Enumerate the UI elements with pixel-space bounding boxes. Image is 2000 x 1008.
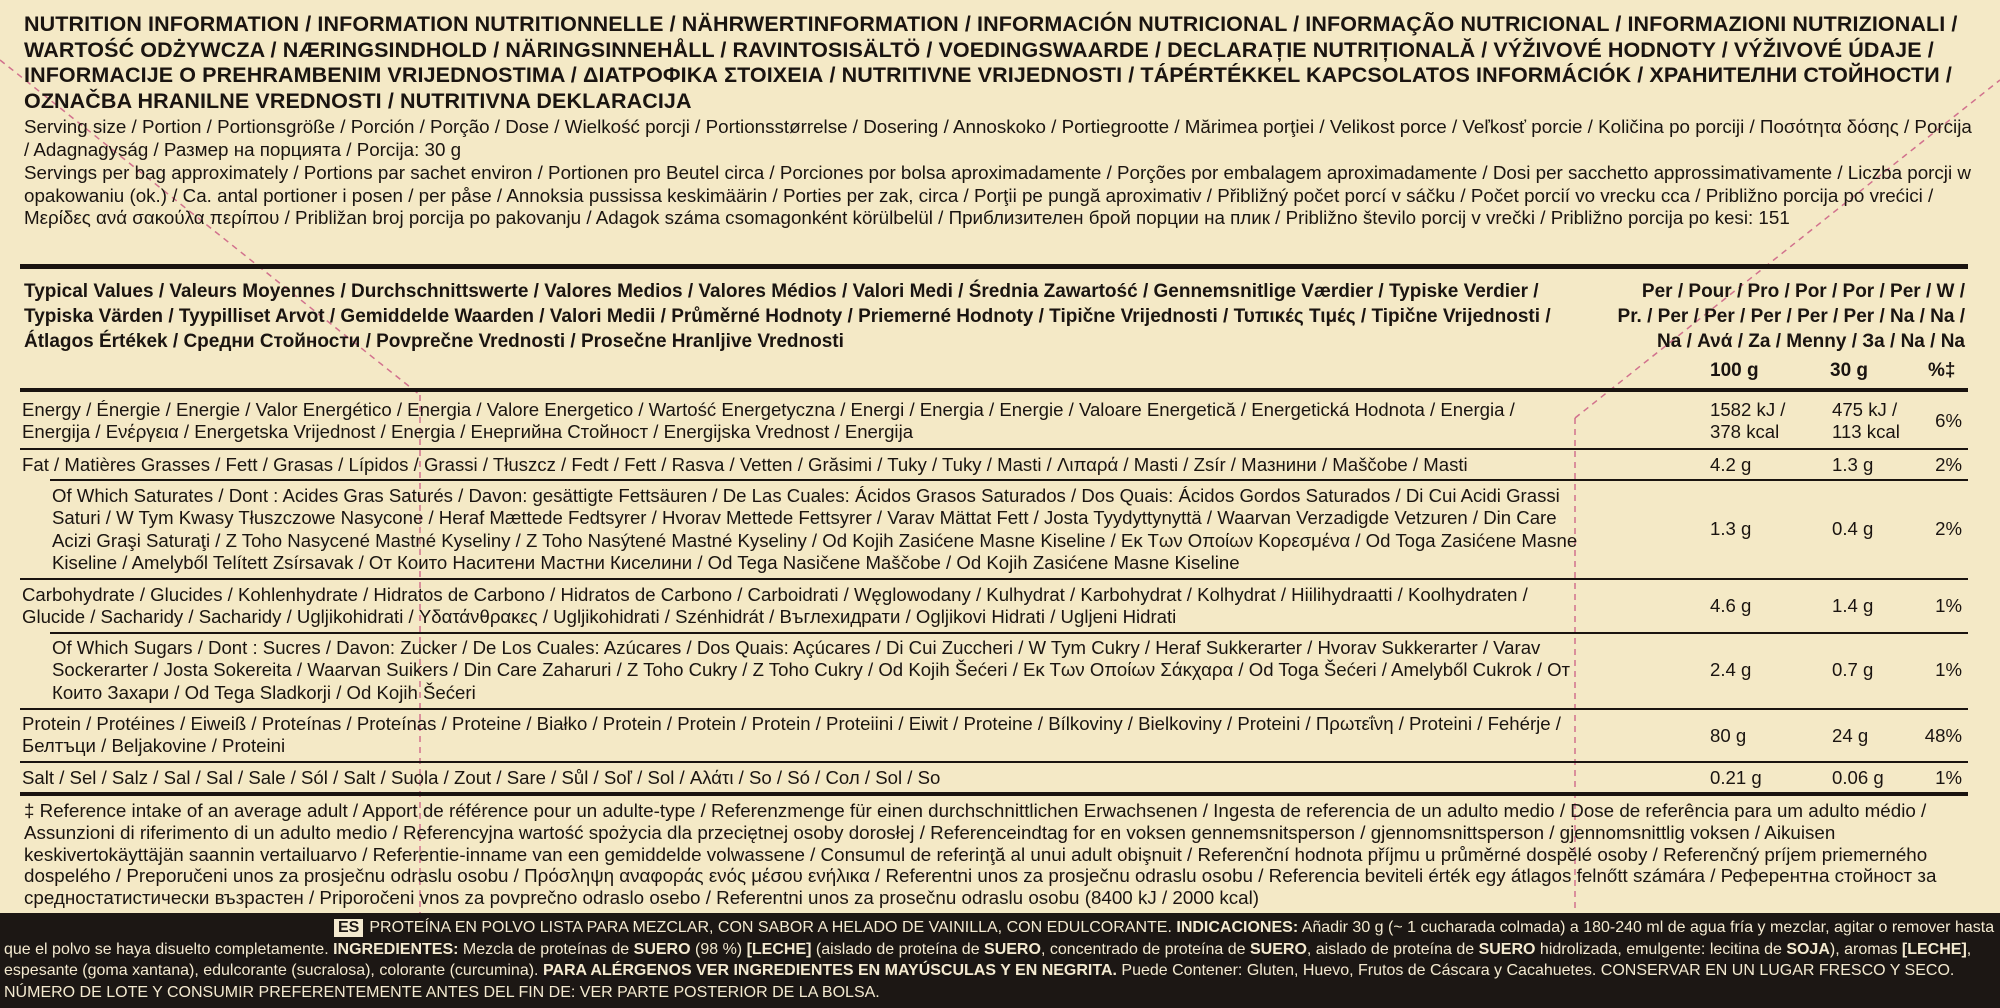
ingredients-text: , aislado de proteína de bbox=[1306, 940, 1479, 958]
column-header-30g: 30 g bbox=[1830, 360, 1869, 381]
table-row-saturates bbox=[20, 485, 1968, 575]
row-label: Of Which Sugars / Dont : Sucres / Davon: Zucker / De Los Cuales: Azúcares / Dos Quais: Açúcares / Di Cui Zuccheri / W Tym Cukry / Heraf Sukkerarter / Hvorav Sukkerarter / Varav Sockerarter / Josta Sokereita / Waarvan Suikers / Din Care Zaharuri / Z Toho Cukry / Z Toho Cukry / Od Kojih Šećeri / Εκ Των Οποίων Σάκχαρα / Od Toga Šećeri / Amelyből Cukrok / От Които Захари / Od Tega Sladkorji / Od Kojih Šećeri bbox=[52, 637, 1571, 703]
column-header-100g: 100 g bbox=[1710, 360, 1759, 381]
per-header-line-2: Pr. / Per / Per / Per / Per / Per / Na / Na / bbox=[1617, 306, 1965, 327]
storage-text: Puede Contener: Gluten, Huevo, Frutos de Cáscara y Cacahuetes. CONSERVAR EN UN LUGAR FRESCO Y SECO. NÚMERO DE LOTE Y CONSUMIR PREFERENTEMENTE ANTES DEL FIN DE: VER PARTE POSTERIOR DE LA BOLSA. bbox=[4, 962, 1955, 1001]
allergen-text: [LECHE] bbox=[1901, 940, 1967, 958]
row-value-ri: 2% bbox=[1935, 454, 1962, 475]
ingredients-text: ), aromas bbox=[1829, 940, 1902, 958]
header-bottom-rule bbox=[20, 388, 1968, 392]
table-row-energy bbox=[20, 399, 1968, 445]
row-divider bbox=[20, 708, 1968, 710]
row-value-ri: 6% bbox=[1935, 410, 1962, 431]
row-label: Fat / Matières Grasses / Fett / Grasas / Lípidos / Grassi / Tłuszcz / Fedt / Fett / Rasva / Vetten / Grăsimi / Tuky / Tuky / Masti / Λιπαρά / Masti / Zsír / Мазнини / Maščobe / Masti bbox=[22, 454, 1468, 475]
row-value-30g: 1.4 g bbox=[1832, 595, 1874, 616]
ingredients-label: INGREDIENTES: bbox=[333, 940, 459, 958]
table-row-salt bbox=[20, 767, 1968, 789]
row-value-100g: 2.4 g bbox=[1710, 659, 1752, 680]
row-value-ri: 2% bbox=[1935, 518, 1962, 539]
allergen-notice: PARA ALÉRGENOS VER INGREDIENTES EN MAYÚSCULAS Y EN NEGRITA. bbox=[542, 962, 1117, 979]
per-header bbox=[1600, 279, 1965, 354]
product-description: PROTEÍNA EN POLVO LISTA PARA MEZCLAR, CON SABOR A HELADO DE VAINILLA, CON EDULCORANTE. bbox=[369, 919, 1177, 936]
table-bottom-rule bbox=[20, 792, 1968, 796]
spanish-label-band bbox=[0, 913, 2000, 1008]
table-row-fat bbox=[20, 454, 1968, 476]
language-badge: ES bbox=[334, 919, 363, 937]
row-value-ri: 1% bbox=[1935, 659, 1962, 680]
row-label: Salt / Sel / Salz / Sal / Sal / Sale / Sól / Salt / Suola / Zout / Sare / Sůl / Soľ / Sol / Αλάτι / So / Só / Сол / Sol / So bbox=[22, 767, 941, 788]
row-value-100g: 1582 kJ / 378 kcal bbox=[1710, 399, 1786, 443]
row-label: Protein / Protéines / Eiweiß / Proteínas / Proteínas / Proteine / Białko / Protein / Protein / Protein / Proteiini / Eiwit / Proteine / Bílkoviny / Bielkoviny / Proteini / Πρωτεΐνη / Proteini / Fehérje / Белтъци / Beljakovine / Proteini bbox=[22, 713, 1561, 757]
row-label: Of Which Saturates / Dont : Acides Gras Saturés / Davon: gesättigte Fettsäuren / De Las Cuales: Ácidos Grasos Saturados / Dos Quais: Ácidos Gordos Saturados / Di Cui Acidi Grassi Saturi / W Tym Kwasy Tłuszczowe Nasycone / Heraf Mættede Fedtsyrer / Hvorav Mettede Fettsyrer / Varav Mättat Fett / Josta Tyydyttynyttä / Waarvan Verzadigde Vetzuren / Din Care Acizi Graşi Saturaţi / Z Toho Nasycené Mastné Kyseliny / Z Toho Nasýtené Mastné Kyseliny / Od Kojih Zasićene Masne Kiseline / Εκ Των Οποίων Κορεσμένα / Od Toga Zasićene Masne Kiseline / Amelyből Telített Zsírsavak / От Които Наситени Мастни Киселини / Od Tega Nasičene Maščobe / Od Kojih Zasićene Masne Kiseline bbox=[52, 485, 1578, 574]
ingredients-text: (98 %) bbox=[690, 940, 747, 958]
table-row-carbohydrate bbox=[20, 584, 1968, 630]
servings-per-bag-text: Servings per bag approximately / Portions par sachet environ / Portionen pro Beutel circa / Porciones por bolsa aproximadamente / Porções por embalagem aproximadamente / Dosi per sacchetto approssimativamente / Liczba porcji w opakowaniu (ok.) / Ca. antal portioner i posen / per påse / Annoksia pussissa keskimäärin / Porties per zak, circa / Porţii pe pungă aproximativ / Přibližný počet porcí v sáčku / Počet porcií vo vrecku cca / Približno porcija po vrećici / Μερίδες ανά σακούλα περίπου / Približan broj porcija po pakovanju / Adagok száma csomagonként körülbelül / Приблизителен брой порции на плик / Približno število porcij v vrečki / Približno porcija po kesi: 151 bbox=[24, 162, 1971, 228]
row-value-100g: 4.2 g bbox=[1710, 454, 1752, 475]
row-value-30g: 0.4 g bbox=[1832, 518, 1874, 539]
table-top-rule bbox=[20, 264, 1968, 269]
row-label: Carbohydrate / Glucides / Kohlenhydrate / Hidratos de Carbono / Hidratos de Carbono / Carboidrati / Węglowodany / Kulhydrat / Karbohydrat / Kolhydrat / Hiilihydraatti / Koolhydraten / Glucide / Sacharidy / Sacharidy / Ugljikohidrati / Υδατάνθρακες / Ugljikohidrati / Szénhidrát / Въглехидрати / Ogljikovi Hidrati / Ugljeni Hidrati bbox=[22, 584, 1528, 628]
row-value-100g: 0.21 g bbox=[1710, 767, 1762, 788]
row-value-100g: 1.3 g bbox=[1710, 518, 1752, 539]
allergen-text: SOJA bbox=[1786, 940, 1830, 958]
row-value-30g: 0.7 g bbox=[1832, 659, 1874, 680]
row-divider bbox=[50, 479, 1968, 481]
table-row-sugars bbox=[20, 637, 1968, 705]
nutrition-heading: NUTRITION INFORMATION / INFORMATION NUTRITIONNELLE / NÄHRWERTINFORMATION / INFORMACIÓN NUTRICIONAL / INFORMAÇÃO NUTRICIONAL / INFORMAZIONI NUTRIZIONALI / WARTOŚĆ ODŻYWCZA / NÆRINGSINDHOLD / NÄRINGSINNEHÅLL / RAVINTOSISÄLTÖ / VOEDINGSWAARDE / DECLARAȚIE NUTRIȚIONALĂ / VÝŽIVOVÉ HODNOTY / VÝŽIVOVÉ ÚDAJE / INFORMACIJE O PREHRAMBENIM VRIJEDNOSTIMA / ΔΙΑΤΡΟΦΙΚΑ ΣΤΟΙΧΕΙΑ / NUTRITIVNE VRIJEDNOSTI / TÁPÉRTÉKKEL KAPCSOLATOS INFORMÁCIÓK / ХРАНИТЕЛНИ СТОЙНОСТИ / OZNAČBA HRANILNE VREDNOSTI / NUTRITIVNA DEKLARACIJA bbox=[24, 12, 1958, 113]
spanish-label-text bbox=[4, 917, 1996, 1003]
row-divider bbox=[20, 448, 1968, 450]
row-divider bbox=[20, 761, 1968, 763]
row-value-30g: 0.06 g bbox=[1832, 767, 1884, 788]
row-value-30g: 475 kJ / 113 kcal bbox=[1832, 399, 1900, 443]
ingredients-text: , concentrado de proteína de bbox=[1040, 940, 1250, 958]
serving-size-text: Serving size / Portion / Portionsgröße / Porción / Porção / Dose / Wielkość porcji / Portionsstørrelse / Dosering / Annoskoko / Portiegrootte / Mărimea porţiei / Velikost porce / Veľkosť porcie / Količina po porciji / Ποσότητα δόσης / Porcija / Adagnagyság / Размер на порцията / Porcija: 30 g bbox=[24, 116, 1972, 160]
reference-intake-footnote: ‡ Reference intake of an average adult / Apport de référence pour un adulte-type / Referenzmenge für einen durchschnittlichen Erwachsenen / Ingesta de referencia de un adulto medio / Dose de referência para um adulto médio / Assunzioni di riferimento di un adulto medio / Referencyjna wartość spożycia dla przeciętnej osoby dorosłej / Referenceindtag for en voksen gennemsnitsperson / gjennomsnittsperson / gjennomsnittlig voksen / Aikuisen keskivertokäyttäjän saannin vertailuarvo / Referentie-inname van een gemiddelde volwassene / Consumul de referinţă al unui adult obişnuit / Referenční hodnota příjmu u průměrné dospělé osoby / Referenčný príjem priemerného dospelého / Preporučeni unos za prosječnu odraslu osobu / Πρόσληψη αναφοράς ενός μέσου ενήλικα / Referentni unos za prosječnu odraslu osobu / Referencia beviteli érték egy átlagos felnőtt számára / Референтна стойност за средностатистически възрастен / Priporočeni vnos za povprečno odraslo osebo / Referentni unos za prosečnu odraslu osobu (8400 kJ / 2000 kcal) bbox=[24, 800, 1937, 909]
allergen-text: SUERO bbox=[1249, 940, 1307, 958]
row-value-ri: 1% bbox=[1935, 595, 1962, 616]
row-label: Energy / Énergie / Energie / Valor Energético / Energia / Valore Energetico / Wartość Energetyczna / Energi / Energia / Energie / Valoare Energetică / Energetická Hodnota / Energia / Energija / Ενέργεια / Energetska Vrijednost / Energia / Енергийна Стойност / Energijska Vrednost / Energija bbox=[22, 399, 1515, 443]
ingredients-text: Mezcla de proteínas de bbox=[458, 940, 634, 958]
row-value-100g: 4.6 g bbox=[1710, 595, 1752, 616]
row-value-ri: 1% bbox=[1935, 767, 1962, 788]
per-header-line-3: Na / Ανά / Za / Menny / За / Na / Na bbox=[1657, 331, 1965, 352]
row-value-30g: 1.3 g bbox=[1832, 454, 1874, 475]
allergen-text: SUERO bbox=[633, 940, 691, 958]
typical-values-header: Typical Values / Valeurs Moyennes / Durchschnittswerte / Valores Medios / Valores Médios / Valori Medi / Średnia Zawartość / Gennemsnitlige Værdier / Typiske Verdier / Typiska Värden / Tyypilliset Arvot / Gemiddelde Waarden / Valori Medii / Průměrné Hodnoty / Priemerné Hodnoty / Tipične Vrijednosti / Τυπικές Τιμές / Tipične Vrijednosti / Átlagos Értékek / Средни Стойности / Povprečne Vrednosti / Prosečne Hranljive Vrednosti bbox=[24, 281, 1551, 352]
per-header-line-1: Per / Pour / Pro / Por / Por / Per / W / bbox=[1641, 281, 1965, 302]
ingredients-text: , espesante (goma xantana), edulcorante (sucralosa), colorante (curcumina). bbox=[4, 940, 1972, 979]
ingredients-text: (aislado de proteína de bbox=[811, 940, 985, 958]
row-value-ri: 48% bbox=[1924, 725, 1962, 746]
row-divider bbox=[50, 632, 1968, 634]
row-value-100g: 80 g bbox=[1710, 725, 1747, 746]
allergen-text: [LECHE] bbox=[746, 940, 812, 958]
allergen-text: SUERO bbox=[984, 940, 1041, 958]
allergen-text: SUERO bbox=[1478, 940, 1536, 958]
directions-text: Añadir 30 g (~ 1 cucharada colmada) a 180-240 ml de agua fría y mezclar, agitar o remover hasta que el polvo se haya disuelto completamente. bbox=[4, 919, 1995, 958]
ingredients-text: hidrolizada, emulgente: lecitina de bbox=[1535, 940, 1787, 958]
row-value-30g: 24 g bbox=[1832, 725, 1869, 746]
directions-label: INDICACIONES: bbox=[1176, 919, 1299, 936]
row-divider bbox=[20, 578, 1968, 580]
column-header-ri: %‡ bbox=[1928, 360, 1956, 381]
table-row-protein bbox=[20, 713, 1968, 759]
